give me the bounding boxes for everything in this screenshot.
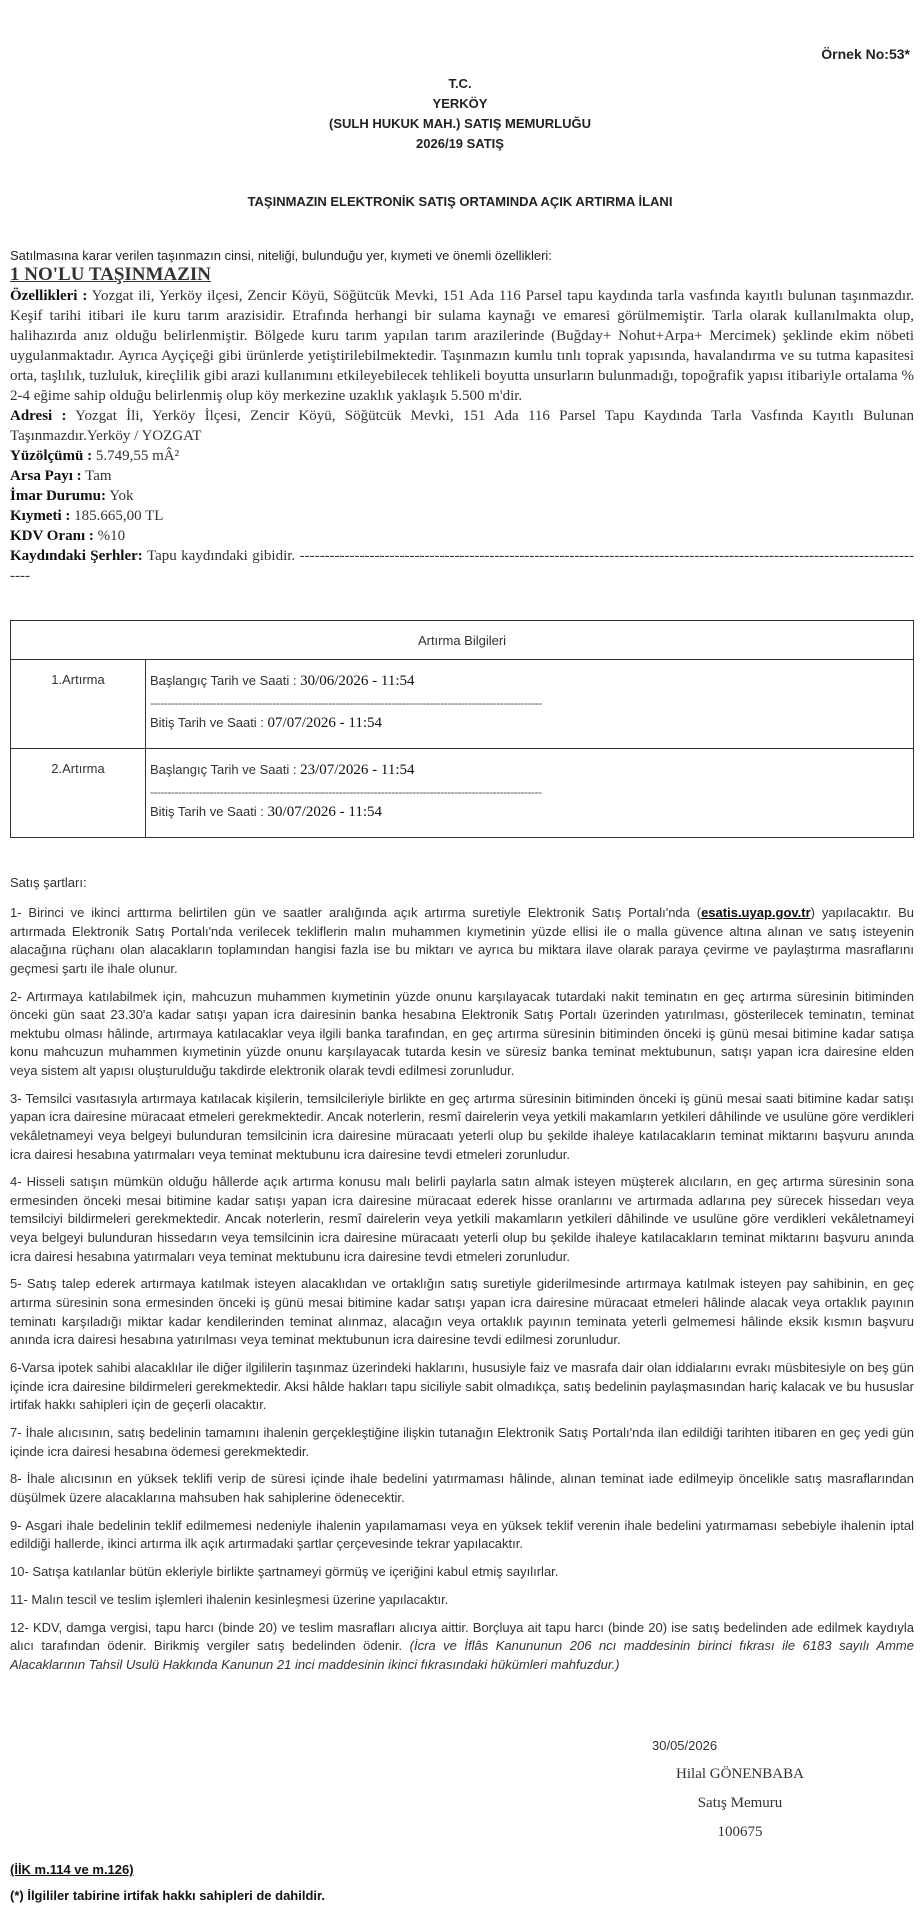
term-11: 11- Malın tescil ve teslim işlemleri ihalenin kesinleşmesi üzerine yapılacaktır. [10,1591,449,1607]
property-title: 1 NO'LU TAŞINMAZIN [10,264,211,285]
property-features [10,286,914,406]
term-4: 4- Hisseli satışın mümkün olduğu hâllerde açık artırma konusu malı belirli paylarla satın almak isteyen müşterek alıcıların, en geç artırma süresinin sona ermesinden önceki mesai bitimine kadar satışı yapan icra dairesine müracaat ederek hisse oranlarını ve artırmada adlarına pey sürecek hissedarı veya temsilciyi bildirmeleri gerekmektedir. Ancak noterlerin, resmî dairelerin veya yetkili makamların yetkileri dâhilinde ve usulüne göre verdikleri vekâletnameyi veya belgeyi bulunduran hissedarın veya temsilcinin icra dairesine müracaatı yeterli olup bu şekilde ihaleye katılacakların teminat miktarını başvuru anında icra dairesi hesabına yatırmaları veya teminat mektubunu icra dairesine tevdi etmeleri zorunludur. [10,1174,914,1264]
zoning-value: Yok [109,488,134,504]
property-address [10,406,914,446]
property-area [10,446,914,466]
zoning-label: İmar Durumu: [10,488,106,504]
property-annotations [10,546,914,586]
header-city: YERKÖY [432,96,488,111]
term-1 [10,904,914,978]
term-7: 7- İhale alıcısının, satış bedelinin tamamını ihalenin gerçekleştiğine ilişkin tutanağın Elektronik Satış Portalı'nda ilan edildiği tarihten itibaren en geç yedi gün içinde icra dairesi hesabına ödemesi gerekmektedir. [10,1424,914,1459]
area-value: 5.749,55 mÂ² [95,448,180,464]
auction-row [11,660,914,749]
header-file-number: 2026/19 SATIŞ [416,136,504,151]
announcement-title: TAŞINMAZIN ELEKTRONİK SATIŞ ORTAMINDA AÇIK ARTIRMA İLANI [247,194,673,209]
auction-dates [146,660,914,749]
sale-terms-title: Satış şartları: [10,875,87,890]
annotations-value: Tapu kaydındaki gibidir. ------------------------------------------------------------------------------------------------------------------------------- [10,548,914,584]
legal-reference: (İİK m.114 ve m.126) [10,1862,134,1877]
end-datetime [150,714,909,732]
start-datetime [150,761,909,779]
address-label: Adresi : [10,408,67,424]
auction-dates [146,749,914,838]
term-8: 8- İhale alıcısının en yüksek teklifi verip de süresi içinde ihale bedelini yatırmaması hâlinde, alınan teminat iade edilmeyip öncelikle satış masraflarından düşülmek üzere alacaklarına mahsuben hak sahiplerine ödenecektir. [10,1471,914,1505]
start-value: 30/06/2026 - 11:54 [300,673,415,689]
property-share [10,466,914,486]
start-label: Başlangıç Tarih ve Saati : [150,673,297,688]
vat-value: %10 [97,528,126,544]
end-value: 07/07/2026 - 11:54 [267,715,382,731]
share-value: Tam [85,468,112,484]
term-9: 9- Asgari ihale bedelinin teklif edilmemesi nedeniyle ihalenin yapılamaması veya en yüksek teklif verenin ihale bedelini yatırmaması sebebiyle ihalenin iptal edildiği hallerde, ikinci artırma ilk açık artırmadaki şartlar çerçevesinde tekrar yapılacaktır. [10,1517,914,1552]
date-separator: ---------------------------------------------------------------------------------------------------------------- [150,696,542,710]
term-3: 3- Temsilci vasıtasıyla artırmaya katılacak kişilerin, temsilcileriyle birlikte en geç artırma süresinin bitiminden önceki iş günü mesai saati bitimine kadar satışı yapan icra dairesine müracaat etmeleri gerekmektedir. Ancak noterlerin, resmî dairelerin veya yetkili makamların yetkileri dâhilinde ve usulüne göre verdikleri vekâletnameyi veya belgeyi bulunduran temsilcinin icra dairesine müracaatı yeterli olup bu şekilde ihaleye katılacakların teminat miktarını başvuru anında icra dairesi hesabına yatırmaları veya teminat mektubunu icra dairesine tevdi etmeleri zorunludur. [10,1090,914,1162]
term-2: 2- Artırmaya katılabilmek için, mahcuzun muhammen kıymetinin yüzde onunu karşılayacak tutardaki nakit teminatın en geç artırma süresinin bitiminden önceki gün saat 23.30'a kadar satışı yapan icra dairesinin banka hesabına Elektronik Satış Portalı üzerinden yatırılması, gösterilecek teminatın, teminat mektubu olması hâlinde, artırmaya katılacaklar veya ilgili banka tarafından, en geç artırma süresinin bitiminden önceki iş günü mesai bitimine kadar satışa konu mahcuzun muhammen kıymetinin yüzde onunu karşılayacak tutarda kesin ve süresiz banka teminat mektubunun, satışı yapan icra dairesine elden veya sistem alt yapısı oluşturulduğu takdirde elektronik olarak tevdi edilmesi zorunludur. [10,988,914,1078]
term-5: 5- Satış talep ederek artırmaya katılmak isteyen alacaklıdan ve ortaklığın satış suretiyle giderilmesinde artırmaya katılmak isteyen pay sahibinin, en geç artırma süresinin sona ermesinden önceki iş günü mesai bitimine kadar satışı yapan icra dairesine müracaat etmeleri hâlinde alacak veya ortaklık payının teminatı karşıladığı miktar kadar kendilerinden teminat alınmaz, alacağın veya ortaklık payının teminata yeterli gelmemesi hâlinde eksik kısmın başvuru anında icra dairesi hesabına yatırılması veya teminat mektubunun icra dairesine tevdi edilmesi zorunludur. [10,1276,914,1348]
officer-id: 100675 [717,1824,763,1840]
start-datetime [150,672,909,690]
property-description [10,264,914,586]
signature-date: 30/05/2026 [652,1738,718,1753]
footnote: (*) İlgililer tabirine irtifak hakkı sahipleri de dahildir. [10,1888,325,1903]
auction-label: 1.Artırma [11,660,146,749]
sale-terms [10,904,914,1684]
header-office: (SULH HUKUK MAH.) SATIŞ MEMURLUĞU [329,116,591,131]
features-value: Yozgat ili, Yerköy ilçesi, Zencir Köyü, Söğütcük Mevki, 151 Ada 116 Parsel tapu kaydında tarla vasfında kayıtlı bulunan taşınmazdır. Keşif tarihi itibari ile kuru tarım arazisidir. Etrafında herhangi bir sulama kaynağı ve emaresi görülmemiştir. Tarla olarak kullanılmakta olup, halihazırda anız olduğu belirlenmiştir. Bölgede kuru tarım yapılan tarım arazilerinde (Buğday+ Nohut+Arpa+ Mercimek) şeklinde ekim nöbeti uygulanmaktadır. Ayrıca Ayçiçeği gibi ürünlerde yetiştirilebilmektedir. Taşınmazın kumlu tınlı toprak yapısında, havalandırma ve su tutma kapasitesi orta, taşlılık, tuzluluk, kireçlilik gibi arazi kullanımını etkileyebilecek tehlikeli boyutta unsurların bulunmadığı, topoğrafik yapısı itibariyle ortalama % 2-4 eğime sahip olduğu belirlenmiş olup köy merkezine uzaklık yaklaşık 5.500 m'dir. [10,288,914,404]
auction-table-header: Artırma Bilgileri [11,621,914,660]
document-header [0,74,920,154]
officer-name: Hilal GÖNENBABA [676,1766,804,1782]
property-vat [10,526,914,546]
auction-label: 2.Artırma [11,749,146,838]
term-1-text-cont: ) yapılacaktır. Bu artırmada Elektronik Satış Portalı'nda verilecek tekliflerin malın muhammen kıymetinin yüzde ellisi ile o malla güvence altına alınan ve satış isteyenin alacağına rüçhanı olan alacakların toplamından hangisi fazla ise bu miktarı ve ayrıca bu miktara ilave olarak paraya çevirme ve paylaştırma masraflarını geçmesi şartı ile ihale olunur. [10,905,914,976]
start-label: Başlangıç Tarih ve Saati : [150,762,297,777]
end-value: 30/07/2026 - 11:54 [267,804,382,820]
intro-text: Satılmasına karar verilen taşınmazın cinsi, niteliği, bulunduğu yer, kıymeti ve önemli özellikleri: [10,248,552,263]
end-label: Bitiş Tarih ve Saati : [150,715,264,730]
start-value: 23/07/2026 - 11:54 [300,762,415,778]
features-label: Özellikleri : [10,288,88,304]
term-12-legal-note: (İcra ve İflâs Kanununun 206 ncı maddesinin birinci fıkrası ile 6183 sayılı Amme Alacaklarının Tahsil Usulü Hakkında Kanunun 21 inci maddesinin ikinci fıkrasındaki hükümleri mahfuzdur.) [10,1638,914,1672]
header-tc: T.C. [448,76,472,91]
end-datetime [150,803,909,821]
value-amount: 185.665,00 TL [74,508,164,524]
term-6: 6-Varsa ipotek sahibi alacaklılar ile diğer ilgililerin taşınmaz üzerindeki haklarını, hususiyle faiz ve masrafa dair olan iddialarını evrakı müsbitesiyle on beş gün içinde icra dairesine bildirmeleri gerekmektedir. Aksi hâlde hakları tapu siciliyle sabit olmadıkça, satış bedelinin paylaşmasından hariç kalacak ve bu hususlar irtifak hakkı sahipleri için de geçerli olacaktır. [10,1360,914,1413]
area-label: Yüzölçümü : [10,448,93,464]
share-label: Arsa Payı : [10,468,82,484]
vat-label: KDV Oranı : [10,528,94,544]
sample-number: Örnek No:53* [821,46,910,62]
date-separator: ---------------------------------------------------------------------------------------------------------------- [150,785,542,799]
auction-table [10,620,914,838]
officer-title: Satış Memuru [697,1795,783,1811]
end-label: Bitiş Tarih ve Saati : [150,804,264,819]
annotations-label: Kaydındaki Şerhler: [10,548,143,564]
term-12 [10,1619,914,1675]
term-1-text: 1- Birinci ve ikinci arttırma belirtilen gün ve saatler aralığında açık artırma suretiyle Elektronik Satış Portalı'nda ( [10,905,702,920]
auction-row [11,749,914,838]
term-12-text: 12- KDV, damga vergisi, tapu harcı (binde 20) ve teslim masrafları alıcıya aittir. Borçluya ait tapu harcı (binde 20) ise satış bedelinden ade edilmek kaydıyla alıcı tarafından ödenir. Birikmiş vergiler satış bedelinden ödenir. [10,1619,914,1654]
property-zoning [10,486,914,506]
address-value: Yozgat İli, Yerköy İlçesi, Zencir Köyü, Söğütcük Mevki, 151 Ada 116 Parsel Tapu Kaydında Tarla Vasfında Kayıtlı Bulunan Taşınmazdır.Yerköy / YOZGAT [10,408,914,444]
esatis-link[interactable]: esatis.uyap.gov.tr [701,905,811,920]
property-value [10,506,914,526]
value-label: Kıymeti : [10,508,71,524]
term-10: 10- Satışa katılanlar bütün ekleriyle birlikte şartnameyi görmüş ve içeriğini kabul etmiş sayılırlar. [10,1564,559,1580]
